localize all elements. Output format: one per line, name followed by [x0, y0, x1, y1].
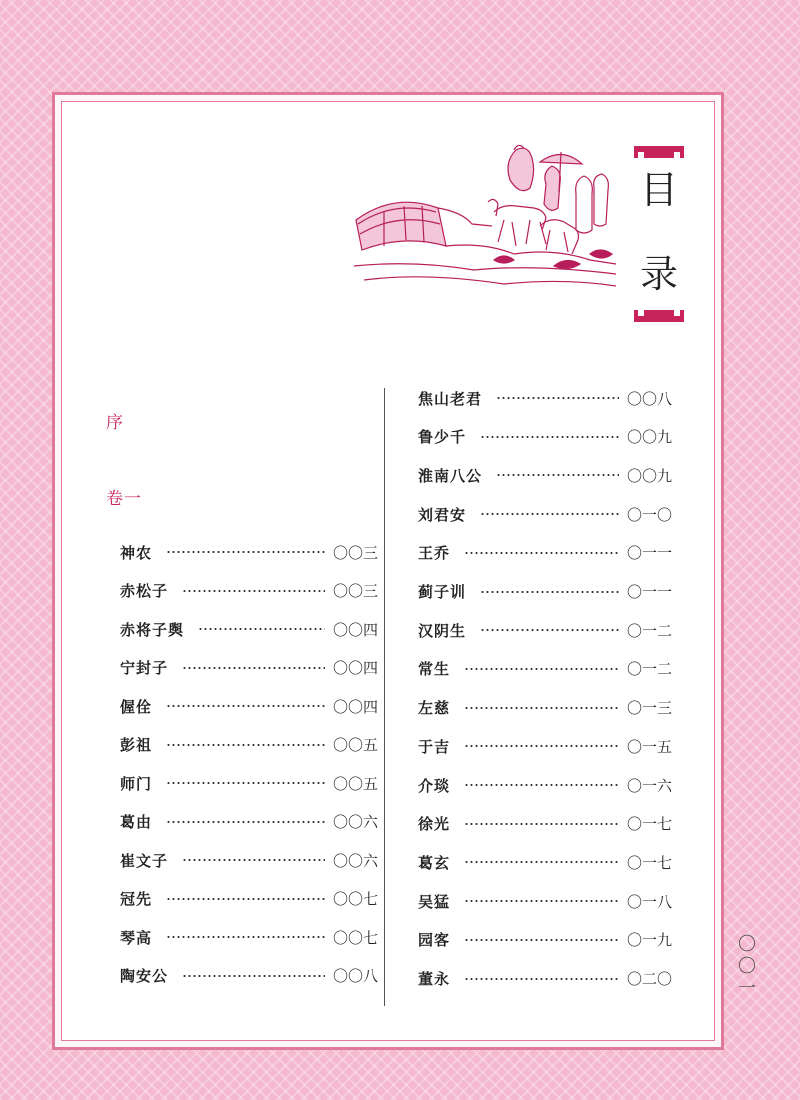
toc-entry[interactable] — [418, 734, 672, 758]
toc-panel — [61, 101, 715, 1041]
dot-leader — [480, 513, 619, 515]
entry-title: 偓佺 — [120, 697, 153, 716]
entry-page: 〇一七 — [626, 815, 672, 834]
entry-page: 〇一三 — [626, 699, 672, 718]
entry-title: 赤松子 — [120, 582, 169, 600]
entry-page: 〇一五 — [626, 737, 672, 756]
dot-leader — [166, 744, 325, 746]
entry-title: 师门 — [120, 774, 153, 793]
entry-page: 〇〇四 — [332, 659, 378, 677]
entry-page: 〇一七 — [626, 853, 672, 872]
entry-page: 〇〇八 — [626, 389, 672, 408]
entry-title: 葛由 — [120, 813, 153, 831]
toc-entry[interactable] — [418, 850, 672, 874]
title-bracket-top — [634, 146, 684, 158]
toc-entry[interactable] — [418, 928, 672, 952]
entry-title: 汉阴生 — [418, 621, 467, 640]
dot-leader — [166, 821, 325, 823]
entry-title: 冠先 — [120, 890, 153, 908]
dot-leader — [480, 629, 619, 631]
entry-page: 〇一〇 — [626, 505, 672, 524]
toc-entry[interactable] — [418, 425, 672, 449]
section-volume-1[interactable]: 卷一 — [106, 489, 142, 509]
dot-leader — [166, 898, 325, 900]
entry-title: 徐光 — [418, 815, 451, 834]
entry-title: 常生 — [418, 660, 451, 679]
toc-entry[interactable] — [418, 812, 672, 836]
dot-leader — [464, 823, 619, 825]
toc-entry[interactable] — [418, 889, 672, 913]
toc-entry[interactable] — [120, 617, 378, 641]
toc-entry[interactable] — [120, 579, 378, 603]
toc-entry[interactable] — [120, 848, 378, 872]
toc-entry[interactable] — [120, 771, 378, 795]
entry-title: 左慈 — [418, 699, 451, 718]
page-frame — [52, 92, 724, 1050]
toc-entry[interactable] — [418, 618, 672, 642]
dot-leader — [464, 900, 619, 902]
dot-leader — [464, 745, 619, 747]
dot-leader — [182, 975, 325, 977]
entry-title: 鲁少千 — [418, 428, 467, 447]
toc-entry[interactable] — [120, 733, 378, 757]
section-preface[interactable]: 序 — [106, 413, 124, 433]
title-char-2: 录 — [639, 252, 678, 296]
entry-page: 〇一二 — [626, 621, 672, 640]
toc-entry[interactable] — [418, 696, 672, 720]
entry-page: 〇〇五 — [332, 774, 378, 793]
toc-entry[interactable] — [120, 810, 378, 834]
entry-page: 〇一一 — [626, 544, 672, 563]
entry-title: 于吉 — [418, 737, 451, 756]
title-bracket-bottom — [634, 310, 684, 322]
title-char-1: 目 — [639, 168, 678, 212]
toc-entry[interactable] — [120, 694, 378, 718]
entry-title: 园客 — [418, 931, 451, 950]
toc-entry[interactable] — [418, 657, 672, 681]
entry-page: 〇〇四 — [332, 697, 378, 716]
dot-leader — [464, 552, 619, 554]
toc-entry[interactable] — [120, 656, 378, 680]
entry-page: 〇〇八 — [332, 967, 378, 985]
dot-leader — [464, 939, 619, 941]
entry-title: 吴猛 — [418, 892, 451, 911]
entry-page: 〇〇三 — [332, 582, 378, 600]
entry-title: 琴高 — [120, 928, 153, 947]
toc-entry[interactable] — [120, 540, 378, 564]
entry-page: 〇〇五 — [332, 736, 378, 754]
dot-leader — [464, 861, 619, 863]
dot-leader — [464, 978, 619, 980]
travelers-illustration — [354, 142, 618, 290]
entry-page: 〇〇四 — [332, 620, 378, 639]
entry-title: 彭祖 — [120, 736, 153, 754]
entry-page: 〇〇九 — [626, 466, 672, 485]
entry-page: 〇二〇 — [626, 970, 672, 988]
entry-page: 〇〇九 — [626, 428, 672, 447]
dot-leader — [496, 397, 619, 399]
dot-leader — [166, 936, 325, 938]
entry-title: 介琰 — [418, 776, 451, 795]
entry-title: 董永 — [418, 970, 451, 988]
toc-title — [630, 146, 688, 322]
entry-title: 淮南八公 — [418, 466, 483, 485]
entry-title: 王乔 — [418, 544, 451, 563]
entry-title: 崔文子 — [120, 851, 169, 870]
toc-entry[interactable] — [418, 541, 672, 565]
page-number: 〇〇一 — [735, 934, 756, 1000]
column-divider — [384, 388, 385, 1006]
dot-leader — [480, 436, 619, 438]
entry-title: 陶安公 — [120, 967, 169, 985]
dot-leader — [182, 859, 325, 861]
toc-entry[interactable] — [418, 967, 672, 991]
dot-leader — [496, 474, 619, 476]
dot-leader — [464, 668, 619, 670]
toc-entry[interactable] — [418, 502, 672, 526]
dot-leader — [480, 591, 619, 593]
entry-page: 〇一二 — [626, 660, 672, 679]
toc-entry[interactable] — [120, 964, 378, 988]
entry-page: 〇一一 — [626, 583, 672, 601]
dot-leader — [182, 590, 325, 592]
dot-leader — [166, 551, 325, 553]
toc-entry[interactable] — [418, 386, 672, 410]
entry-page: 〇〇三 — [332, 543, 378, 562]
dot-leader — [166, 705, 325, 707]
entry-page: 〇〇七 — [332, 890, 378, 908]
entry-title: 葛玄 — [418, 853, 451, 872]
entry-title: 蓟子训 — [418, 583, 467, 601]
toc-entry[interactable] — [418, 773, 672, 797]
dot-leader — [182, 667, 325, 669]
entry-title: 焦山老君 — [418, 389, 483, 408]
entry-title: 刘君安 — [418, 505, 467, 524]
entry-page: 〇〇六 — [332, 813, 378, 831]
dot-leader — [464, 784, 619, 786]
entry-title: 赤将子舆 — [120, 620, 185, 639]
dot-leader — [464, 707, 619, 709]
toc-entry[interactable] — [120, 925, 378, 949]
toc-entry[interactable] — [418, 463, 672, 487]
entry-page: 〇〇七 — [332, 928, 378, 947]
entry-page: 〇〇六 — [332, 851, 378, 870]
entry-title: 宁封子 — [120, 659, 169, 677]
entry-page: 〇一六 — [626, 776, 672, 795]
entry-page: 〇一九 — [626, 931, 672, 950]
toc-entry[interactable] — [120, 887, 378, 911]
toc-entry[interactable] — [418, 580, 672, 604]
dot-leader — [166, 782, 325, 784]
entry-title: 神农 — [120, 543, 153, 562]
entry-page: 〇一八 — [626, 892, 672, 911]
dot-leader — [198, 628, 325, 630]
